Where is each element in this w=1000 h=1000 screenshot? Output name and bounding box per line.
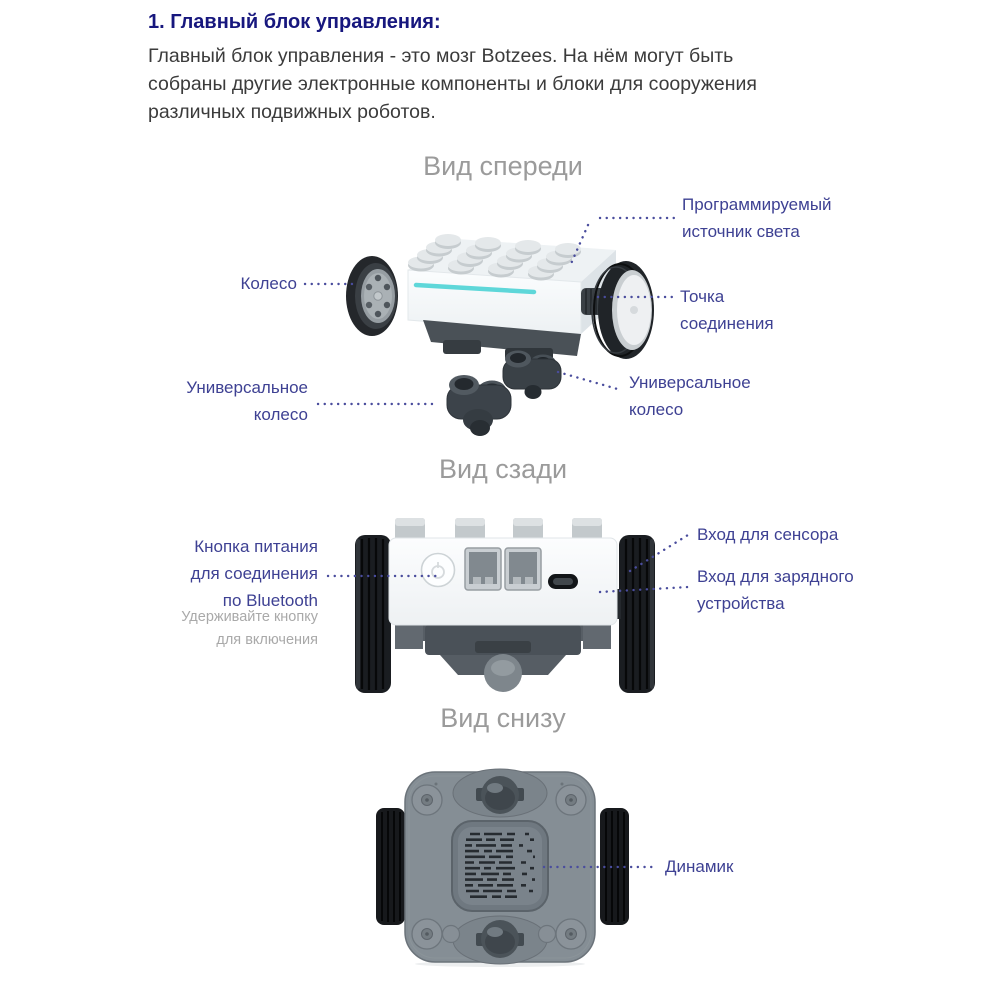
back-studs bbox=[395, 518, 602, 540]
page-title: 1. Главный блок управления: bbox=[148, 11, 441, 33]
back-view-illustration bbox=[355, 505, 655, 700]
front-view-illustration bbox=[335, 228, 665, 445]
label-wheel: Колесо bbox=[240, 274, 297, 293]
intro-line-1: Главный блок управления - это мозг Botzees. На нём могут быть bbox=[148, 45, 734, 67]
intro-line-3: различных подвижных роботов. bbox=[148, 101, 436, 123]
bottom-view-illustration bbox=[375, 762, 630, 967]
label-power-button: Кнопка питания для соединения по Bluetooth bbox=[190, 537, 318, 610]
charging-port bbox=[548, 574, 578, 589]
universal-wheel-left bbox=[447, 375, 511, 436]
back-right-wheel bbox=[619, 535, 655, 693]
bottom-caster-bottom bbox=[453, 916, 547, 964]
speaker-grille bbox=[452, 821, 548, 911]
back-chassis bbox=[395, 625, 611, 692]
sensor-port-1 bbox=[465, 548, 501, 590]
power-button bbox=[422, 554, 455, 587]
back-view-title: Вид сзади bbox=[438, 454, 568, 484]
label-speaker: Динамик bbox=[665, 857, 734, 876]
bottom-right-wheel bbox=[600, 808, 629, 925]
label-programmable-light: Программируемый источник света bbox=[682, 195, 832, 241]
bottom-caster-top bbox=[453, 769, 547, 817]
front-main-brick bbox=[408, 234, 616, 334]
sensor-port-2 bbox=[505, 548, 541, 590]
label-sensor-input: Вход для сенсора bbox=[697, 525, 839, 544]
label-connection-point: Точка соединения bbox=[680, 287, 774, 333]
intro-paragraph bbox=[148, 42, 757, 126]
label-universal-wheel-right: Универсальное колесо bbox=[629, 373, 751, 419]
front-left-wheel bbox=[346, 256, 398, 336]
back-left-wheel bbox=[355, 535, 391, 693]
back-main-brick bbox=[389, 538, 617, 625]
label-power-hint: Удерживайте кнопку для включения bbox=[181, 609, 318, 648]
bottom-left-wheel bbox=[376, 808, 405, 925]
front-right-wheel bbox=[592, 261, 654, 359]
label-charger-input: Вход для зарядного устройства bbox=[697, 567, 854, 613]
intro-line-2: собраны другие электронные компоненты и блоки для сооружения bbox=[148, 73, 757, 95]
bottom-view-title: Вид снизу bbox=[440, 703, 566, 733]
label-universal-wheel-left: Универсальное колесо bbox=[186, 378, 308, 424]
front-view-title: Вид спереди bbox=[423, 151, 583, 181]
